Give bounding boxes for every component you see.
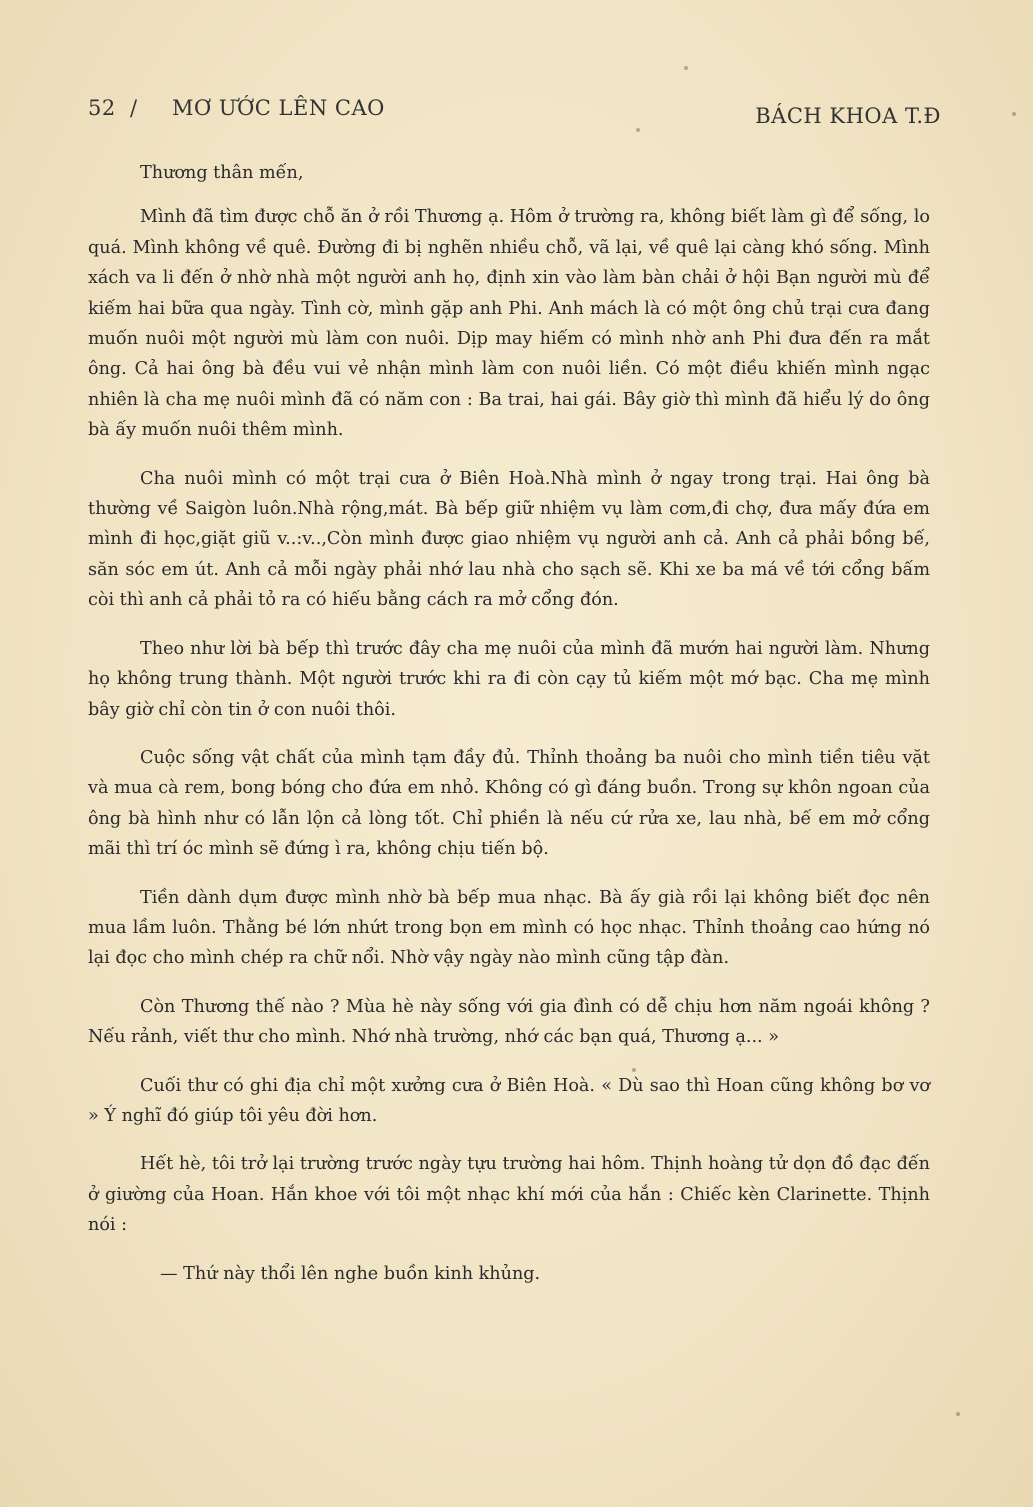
paragraph: Mình đã tìm được chỗ ăn ở rồi Thương ạ. Hôm ở trường ra, không biết làm gì để sống, lo quá. Mình không về quê. Đường đi bị nghẽn nhiều chỗ, vã lại, về quê lại càng khó sống. Mình xách va li đến ở nhờ nhà một người anh họ, định xin vào làm bàn chải ở hội Bạn người mù để kiếm hai bữa qua ngày. Tình cờ, mình gặp anh Phi. Anh mách là có một ông chủ trại cưa đang muốn nuôi một người mù làm con nuôi. Dịp may hiếm có mình nhờ anh Phi đưa đến ra mắt ông. Cả hai ông bà đều vui vẻ nhận mình làm con nuôi liền. Có một điều khiến mình ngạc nhiên là cha mẹ nuôi mình đã có năm con : Ba trai, hai gái. Bây giờ thì mình đã hiểu lý do ông bà ấy muốn nuôi thêm mình.: [88, 207, 930, 441]
chapter-title: MƠ ƯỚC LÊN CAO: [172, 96, 385, 120]
paper-speck: [632, 1068, 636, 1072]
paper-speck: [684, 66, 688, 70]
paragraph: Theo như lời bà bếp thì trước đây cha mẹ nuôi của mình đã mướn hai người làm. Nhưng họ không trung thành. Một người trước khi ra đi còn cạy tủ kiếm một mớ bạc. Cha mẹ mình bây giờ chỉ còn tin ở con nuôi thôi.: [88, 638, 930, 720]
running-header: BÁCH KHOA T.Đ: [755, 104, 941, 128]
paragraph: Cuộc sống vật chất của mình tạm đầy đủ. Thỉnh thoảng ba nuôi cho mình tiền tiêu vặt và mua cà rem, bong bóng cho đứa em nhỏ. Không có gì đáng buồn. Trong sự khôn ngoan của ông bà hình như có lẫn lộn cả lòng tốt. Chỉ phiền là nếu cứ rửa xe, lau nhà, bế em mở cổng mãi thì trí óc mình sẽ đứng ì ra, không chịu tiến bộ.: [88, 747, 930, 860]
paragraph: Cha nuôi mình có một trại cưa ở Biên Hoà.Nhà mình ở ngay trong trại. Hai ông bà thường về Saigòn luôn.Nhà rộng,mát. Bà bếp giữ nhiệm vụ làm cơm,đi chợ, đưa mấy đứa em mình đi học,giặt giũ v..:v..,Còn mình được giao nhiệm vụ người anh cả. Anh cả phải bồng bế, săn sóc em út. Anh cả mỗi ngày phải nhớ lau nhà cho sạch sẽ. Khi xe ba má về tới cổng bấm còi thì anh cả phải tỏ ra có hiếu bằng cách ra mở cổng đón.: [88, 468, 930, 611]
paper-speck: [1012, 112, 1016, 116]
dialogue-line: — Thứ này thổi lên nghe buồn kinh khủng.: [160, 1263, 541, 1284]
paragraph: Còn Thương thế nào ? Mùa hè này sống với gia đình có dễ chịu hơn năm ngoái không ? Nếu rảnh, viết thư cho mình. Nhớ nhà trường, nhớ các bạn quá, Thương ạ... »: [88, 996, 930, 1048]
paper-speck: [956, 1412, 960, 1416]
paragraph: Cuối thư có ghi địa chỉ một xưởng cưa ở Biên Hoà. « Dù sao thì Hoan cũng không bơ vơ » Ý nghĩ đó giúp tôi yêu đời hơn.: [88, 1075, 930, 1126]
body-text: [88, 158, 930, 1289]
header-separator: /: [130, 96, 138, 120]
page-number: 52: [88, 96, 116, 120]
letter-salutation: Thương thân mến,: [140, 163, 304, 183]
page-header: [88, 96, 941, 130]
paper-speck: [636, 128, 640, 132]
paragraph: Hết hè, tôi trở lại trường trước ngày tựu trường hai hôm. Thịnh hoàng tử dọn đồ đạc đến ở giường của Hoan. Hắn khoe với tôi một nhạc khí mới của hắn : Chiếc kèn Clarinette. Thịnh nói :: [88, 1154, 930, 1236]
paragraph: Tiền dành dụm được mình nhờ bà bếp mua nhạc. Bà ấy già rồi lại không biết đọc nên mua lầm luôn. Thằng bé lớn nhứt trong bọn em mình có học nhạc. Thỉnh thoảng cao hứng nó lại đọc cho mình chép ra chữ nổi. Nhờ vậy ngày nào mình cũng tập đàn.: [88, 887, 930, 969]
